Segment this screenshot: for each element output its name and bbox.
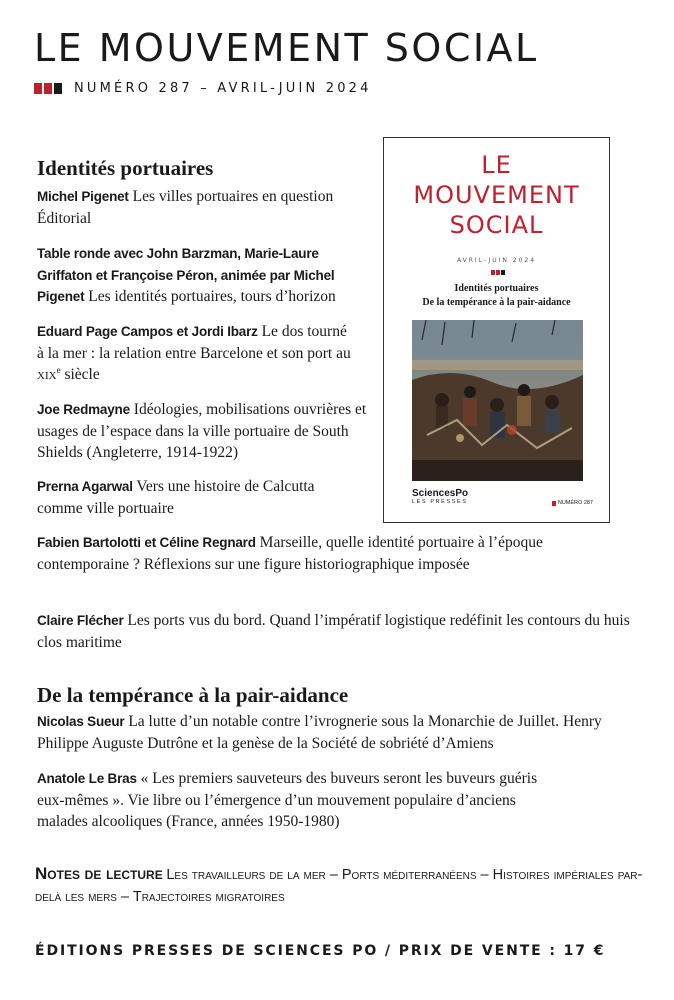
entry-author: Fabien Bartolotti et Céline Regnard (37, 535, 256, 550)
notes-label: Notes de lecture (35, 864, 163, 883)
section-title-temperance: De la tempérance à la pair-aidance (37, 683, 349, 707)
cover-issue-number (552, 500, 593, 506)
publisher-logo: SciencesPo (412, 488, 469, 499)
cover-flag-mark (491, 270, 505, 275)
entry-author: Prerna Agarwal (37, 479, 133, 494)
entry-title: Le dos tourné à la mer : la relation entre Barcelone et son port au (37, 323, 351, 362)
entry-title: Les identités portuaires, tours d’horizon (88, 288, 336, 305)
issue-line (34, 80, 372, 96)
toc-entry (37, 243, 372, 308)
journal-title: LE MOUVEMENT SOCIAL (34, 26, 539, 70)
entry-title: Vers une histoire de Calcutta comme ville portuaire (37, 478, 315, 517)
entry-author: Table ronde avec John Barzman, Marie-Laure Griffaton et Françoise Péron, animée par Michel Pigenet (37, 246, 335, 304)
entry-title-end: siècle (64, 366, 100, 383)
entry-title: Marseille, quelle identité portuaire à l’époque contemporaine ? Réflexions sur une figure historiographique imposée (37, 534, 543, 573)
entry-author: Claire Flécher (37, 613, 124, 628)
entry-title: La lutte d’un notable contre l’ivrognerie sous la Monarchie de Juillet. Henry Philippe Auguste Dutrône et la genèse de la Société de sobriété d’Amiens (37, 713, 602, 752)
entry-title: Les villes portuaires en question Éditorial (37, 188, 334, 227)
notes-de-lecture (35, 863, 645, 908)
cover-subtitle-line: Identités portuaires (454, 283, 539, 294)
toc-entry (37, 321, 355, 386)
cover-title-line: MOUVEMENT (413, 181, 580, 209)
cover-title (384, 150, 609, 240)
cover-subtitle-line: De la tempérance à la pair-aidance (422, 297, 571, 308)
cover-painting (412, 320, 583, 481)
toc-entry (37, 768, 557, 833)
toc-entry (37, 186, 367, 229)
publisher-logo-sub: LES PRESSES (412, 499, 468, 505)
footer-publisher-price: ÉDITIONS PRESSES DE SCIENCES PO / PRIX DE VENTE : 17 € (35, 943, 606, 959)
cover-date: AVRIL-JUIN 2024 (456, 257, 537, 264)
cover-issue-number-text: NUMÉRO 287 (557, 500, 593, 506)
cover-image (383, 137, 610, 523)
notes-text: Les travailleurs de la mer – Ports méditerranéens – Histoires impériales par-delà les mers – Trajectoires migratoires (35, 867, 643, 905)
entry-title: « Les premiers sauveteurs des buveurs seront les buveurs guéris eux-mêmes ». Vie libre ou l’émergence d’un mouvement populaire d’anciens malades alcooliques (France, années 1950-1980) (37, 770, 538, 830)
cover-title-line: LE (481, 151, 512, 179)
entry-title: Les ports vus du bord. Quand l’impératif logistique redéfinit les contours du huis clos maritime (37, 612, 630, 651)
entry-author: Michel Pigenet (37, 189, 129, 204)
issue-number-date: NUMÉRO 287 – AVRIL-JUIN 2024 (74, 80, 372, 96)
entry-author: Eduard Page Campos et Jordi Ibarz (37, 324, 258, 339)
toc-entry (37, 476, 347, 519)
toc-entry (37, 532, 567, 575)
toc-entry (37, 399, 367, 464)
century-numeral: xix (37, 366, 57, 383)
entry-author: Joe Redmayne (37, 402, 130, 417)
toc-entry (37, 711, 637, 754)
entry-author: Nicolas Sueur (37, 714, 125, 729)
century-sup: e (56, 364, 61, 375)
section-title-identites: Identités portuaires (37, 156, 214, 180)
cover-subtitle (384, 282, 609, 310)
entry-author: Anatole Le Bras (37, 771, 137, 786)
flag-mark (34, 83, 62, 94)
toc-entry (37, 610, 637, 653)
entry-title: Idéologies, mobilisations ouvrières et usages de l’espace dans la ville portuaire de South Shields (Angleterre, 1914-1922) (37, 401, 367, 461)
cover-title-line: SOCIAL (449, 211, 544, 239)
cover-number-mark (552, 501, 556, 506)
